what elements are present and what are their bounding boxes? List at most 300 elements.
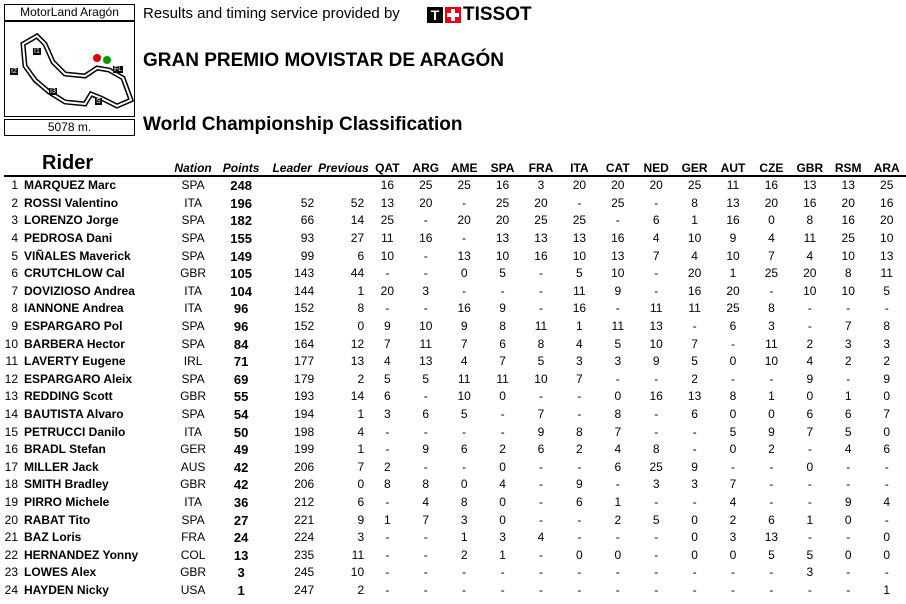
gap-to-previous: 6 [357, 248, 365, 263]
race-points: 1 [691, 213, 698, 228]
race-points: 9 [384, 319, 391, 334]
race-points: 20 [419, 195, 433, 210]
rider-name: ESPARGARO Pol [24, 319, 123, 334]
race-points: 10 [649, 336, 663, 351]
race-points: - [731, 582, 735, 597]
race-points: 16 [457, 301, 471, 316]
race-points: - [577, 459, 582, 474]
race-points: 5 [691, 354, 698, 369]
rider-points: 84 [233, 336, 249, 352]
race-points: 8 [691, 195, 698, 210]
rider-position: 20 [4, 512, 18, 527]
race-points: 5 [422, 371, 430, 386]
race-points: 7 [384, 336, 391, 351]
table-row [4, 406, 906, 424]
race-points: 9 [614, 283, 622, 298]
race-points: 3 [614, 354, 622, 369]
rider-position: 23 [4, 565, 18, 580]
rider-nation: IRL [183, 354, 203, 369]
tissot-logo [427, 4, 532, 26]
race-points: - [423, 459, 428, 474]
race-points: 6 [614, 459, 622, 474]
race-points: 7 [844, 319, 852, 334]
race-points: 7 [652, 248, 660, 263]
race-points: - [538, 547, 543, 562]
race-points: 10 [803, 283, 817, 298]
race-points: - [385, 547, 390, 562]
race-points: 0 [844, 547, 852, 562]
race-points: - [846, 530, 851, 545]
race-points: 1 [768, 389, 775, 404]
race-points: 6 [422, 407, 430, 422]
race-points: 3 [883, 336, 891, 351]
rider-nation: SPA [181, 178, 205, 193]
race-points: 16 [803, 195, 817, 210]
rider-name: SMITH Bradley [24, 477, 109, 492]
race-points: 0 [691, 530, 698, 545]
race-points: 20 [880, 213, 894, 228]
rider-position: 1 [11, 178, 18, 193]
race-points: 4 [537, 530, 545, 545]
race-points: 10 [419, 319, 433, 334]
rider-points: 149 [230, 248, 252, 264]
race-points: 10 [880, 231, 894, 246]
points-header: Points [216, 152, 266, 176]
race-points: - [385, 582, 390, 597]
race-points: 2 [883, 354, 891, 369]
race-points: 13 [534, 231, 548, 246]
gap-to-leader: 179 [294, 371, 315, 386]
race-points: 0 [614, 389, 622, 404]
race-points: 25 [534, 213, 548, 228]
table-row [4, 195, 906, 213]
rider-position: 12 [4, 371, 18, 386]
race-points: 8 [806, 213, 814, 228]
race-points: - [807, 494, 812, 509]
race-points: 9 [422, 442, 430, 457]
race-points: 6 [729, 319, 737, 334]
standings-table [4, 152, 906, 599]
event-title: GRAN PREMIO MOVISTAR DE ARAGÓN [143, 50, 505, 71]
race-points: 1 [844, 389, 852, 404]
track-label-s: S [96, 98, 101, 105]
track-map [4, 21, 135, 117]
race-points: 0 [691, 512, 698, 527]
rider-points: 49 [233, 442, 249, 458]
race-points: 4 [652, 231, 660, 246]
rider-name: LAVERTY Eugene [24, 354, 126, 369]
rider-points: 42 [233, 477, 249, 493]
race-points: - [385, 424, 390, 439]
gap-to-leader: 194 [294, 407, 315, 422]
gap-to-previous: 10 [350, 565, 365, 580]
swiss-cross-icon [445, 7, 461, 23]
race-points: - [654, 424, 659, 439]
race-points: 11 [688, 301, 701, 316]
race-points: 0 [729, 442, 737, 457]
race-header: ITA [560, 152, 598, 176]
race-points: 20 [764, 195, 779, 210]
gap-to-previous: 4 [357, 424, 365, 439]
table-row [4, 353, 906, 371]
rider-name: MILLER Jack [24, 459, 99, 474]
gap-to-previous: 1 [357, 283, 365, 298]
previous-header: Previous [318, 152, 368, 176]
race-points: 4 [691, 248, 698, 263]
rider-position: 21 [4, 530, 18, 545]
race-points: 8 [652, 442, 660, 457]
race-points: 13 [649, 319, 663, 334]
nation-header: Nation [170, 152, 216, 176]
race-points: - [731, 371, 735, 386]
race-points: - [577, 195, 582, 210]
gap-to-leader: 93 [300, 231, 315, 246]
gap-to-leader: 206 [294, 459, 315, 474]
race-points: 8 [883, 319, 891, 334]
race-points: - [423, 301, 428, 316]
gap-to-leader: 198 [294, 424, 315, 439]
race-points: - [692, 494, 697, 509]
race-points: 3 [652, 477, 660, 492]
race-points: 6 [691, 407, 698, 422]
race-points: 2 [576, 442, 583, 457]
table-row [4, 564, 906, 582]
race-points: 5 [614, 336, 622, 351]
race-points: 2 [691, 371, 698, 386]
rider-position: 19 [4, 494, 18, 509]
gap-to-leader: 206 [294, 477, 315, 492]
rider-points: 24 [233, 530, 249, 546]
race-points: - [769, 371, 774, 386]
race-points: 11 [496, 371, 509, 386]
race-points: 5 [729, 424, 737, 439]
rider-position: 6 [11, 266, 18, 281]
race-points: 20 [726, 283, 740, 298]
race-points: - [500, 582, 505, 597]
race-points: 8 [729, 389, 737, 404]
rider-position: 10 [4, 336, 18, 351]
track-label-i3: I3 [50, 88, 56, 95]
table-row [4, 371, 906, 389]
gap-to-previous: 11 [351, 547, 365, 562]
race-points: 2 [729, 512, 737, 527]
race-points: 0 [729, 354, 737, 369]
rider-name: PETRUCCI Danilo [24, 424, 126, 439]
rider-points: 96 [233, 319, 249, 335]
race-points: 2 [460, 547, 468, 562]
rider-position: 3 [11, 213, 18, 228]
rider-points: 71 [233, 354, 249, 370]
race-points: 25 [419, 178, 433, 193]
rider-position: 8 [11, 301, 18, 316]
race-points: 7 [883, 407, 891, 422]
race-points: 0 [691, 547, 698, 562]
race-points: - [692, 319, 697, 334]
race-points: - [423, 565, 428, 580]
rider-points: 3 [237, 565, 245, 581]
table-row [4, 265, 906, 283]
race-points: - [538, 494, 543, 509]
rider-nation: GBR [180, 266, 207, 281]
gap-to-leader: 199 [294, 442, 315, 457]
race-points: 9 [460, 319, 468, 334]
race-points: 8 [844, 266, 852, 281]
race-points: 10 [841, 283, 855, 298]
gap-to-previous: 0 [357, 319, 365, 334]
gap-to-previous: 1 [357, 407, 365, 422]
race-points: - [538, 459, 543, 474]
race-points: - [538, 389, 543, 404]
rider-position: 14 [4, 407, 18, 422]
race-points: - [538, 477, 543, 492]
race-points: 16 [841, 213, 855, 228]
race-points: 2 [806, 336, 814, 351]
race-points: 7 [729, 477, 737, 492]
rider-name: LOWES Alex [24, 565, 97, 580]
race-points: - [807, 530, 812, 545]
race-points: 6 [460, 442, 468, 457]
race-points: 6 [768, 512, 775, 527]
race-points: - [846, 565, 851, 580]
race-header: FRA [522, 152, 560, 176]
rider-nation: GER [180, 442, 207, 457]
race-points: 6 [576, 494, 583, 509]
race-points: 16 [687, 283, 702, 298]
race-points: - [807, 442, 812, 457]
race-points: - [615, 371, 620, 386]
race-points: 16 [534, 248, 548, 263]
race-points: 9 [576, 477, 583, 492]
race-points: - [846, 582, 851, 597]
race-points: 0 [460, 477, 468, 492]
race-points: - [500, 424, 505, 439]
rider-position: 9 [11, 319, 18, 334]
race-points: - [538, 301, 543, 316]
rider-position: 4 [11, 231, 18, 246]
rider-points: 96 [233, 301, 249, 317]
rider-name: REDDING Scott [24, 389, 113, 404]
race-points: 4 [729, 494, 737, 509]
rider-points: 248 [230, 178, 252, 194]
race-points: 16 [419, 231, 433, 246]
race-points: - [423, 582, 428, 597]
table-row [4, 230, 906, 248]
rider-name: ROSSI Valentino [24, 195, 119, 210]
rider-points: 27 [233, 512, 249, 528]
race-points: 4 [614, 442, 622, 457]
race-points: 10 [457, 389, 471, 404]
race-points: 8 [537, 336, 545, 351]
gap-to-previous: 1 [357, 442, 365, 457]
race-points: 13 [495, 231, 510, 246]
race-points: 25 [880, 178, 894, 193]
race-points: - [385, 442, 390, 457]
race-points: - [577, 407, 582, 422]
rider-points: 13 [233, 547, 249, 563]
race-points: - [807, 319, 812, 334]
race-points: 6 [499, 336, 506, 351]
race-points: - [884, 301, 889, 316]
race-points: - [385, 266, 390, 281]
race-points: 3 [460, 512, 468, 527]
race-points: 7 [691, 336, 698, 351]
race-points: - [577, 512, 582, 527]
race-points: 6 [844, 407, 852, 422]
rider-name: IANNONE Andrea [24, 301, 124, 316]
race-points: - [654, 565, 659, 580]
race-points: 7 [460, 336, 468, 351]
gap-to-leader: 152 [294, 301, 315, 316]
race-points: 0 [460, 266, 468, 281]
logo-text: TISSOT [463, 4, 532, 25]
race-points: 4 [806, 248, 814, 263]
rider-nation: SPA [181, 407, 205, 422]
gap-to-previous: 13 [350, 354, 365, 369]
race-points: 9 [537, 424, 545, 439]
rider-nation: FRA [181, 530, 206, 545]
rider-nation: SPA [181, 336, 205, 351]
provider-text: Results and timing service provided by [143, 5, 400, 22]
rider-nation: SPA [181, 231, 205, 246]
rider-nation: USA [180, 582, 206, 597]
race-points: 8 [384, 477, 391, 492]
race-points: 8 [499, 319, 506, 334]
race-points: 10 [534, 371, 548, 386]
table-row [4, 335, 906, 353]
race-points: 20 [803, 266, 817, 281]
rider-points: 50 [233, 424, 249, 440]
race-header: AUT [714, 152, 752, 176]
rider-name: PEDROSA Dani [24, 231, 113, 246]
gap-to-leader: 164 [294, 336, 315, 351]
table-row [4, 212, 906, 230]
leader-header: Leader [266, 152, 318, 176]
race-points: - [769, 582, 774, 597]
race-points: 9 [691, 459, 698, 474]
table-row [4, 582, 906, 600]
race-points: 5 [384, 371, 391, 386]
race-points: 20 [611, 178, 625, 193]
rider-position: 17 [4, 459, 18, 474]
rider-position: 7 [11, 283, 18, 298]
race-points: 4 [806, 354, 814, 369]
gap-to-previous: 6 [357, 494, 365, 509]
rider-points: 196 [230, 195, 252, 211]
race-points: 3 [384, 407, 391, 422]
race-points: 11 [726, 178, 740, 193]
race-points: 16 [649, 389, 663, 404]
race-header: GER [675, 152, 713, 176]
race-points: 13 [803, 178, 817, 193]
race-points: 10 [495, 248, 510, 263]
race-points: 4 [576, 336, 583, 351]
table-row [4, 318, 906, 336]
race-points: 11 [573, 283, 586, 298]
rider-name: HAYDEN Nicky [24, 582, 109, 597]
race-points: 0 [499, 512, 506, 527]
race-points: - [731, 565, 735, 580]
race-points: 0 [729, 547, 737, 562]
race-points: 10 [572, 248, 587, 263]
race-points: - [615, 301, 620, 316]
race-points: 13 [380, 195, 395, 210]
race-points: 25 [495, 195, 510, 210]
race-points: 6 [806, 407, 814, 422]
rider-nation: ITA [184, 424, 202, 439]
gap-to-leader: 247 [294, 582, 315, 597]
race-points: 16 [880, 195, 894, 210]
race-points: - [654, 195, 659, 210]
gap-to-previous: 7 [357, 459, 365, 474]
race-points: 7 [614, 424, 622, 439]
race-points: 11 [381, 231, 394, 246]
gap-to-previous: 12 [350, 336, 365, 351]
rider-nation: SPA [181, 371, 205, 386]
race-points: - [884, 565, 889, 580]
race-points: - [538, 266, 543, 281]
gap-to-leader: 212 [294, 494, 315, 509]
gap-to-previous: 52 [350, 195, 365, 210]
rider-position: 2 [11, 195, 18, 210]
race-points: 2 [844, 354, 852, 369]
race-points: - [423, 547, 428, 562]
race-points: 9 [652, 354, 660, 369]
race-points: 20 [380, 283, 395, 298]
track-label-i2: I2 [11, 68, 17, 75]
race-points: 13 [419, 354, 433, 369]
race-points: 10 [764, 354, 779, 369]
race-points: 25 [572, 213, 587, 228]
rider-nation: SPA [181, 248, 205, 263]
race-points: - [692, 442, 697, 457]
gap-to-previous: 0 [357, 477, 365, 492]
race-points: 10 [380, 248, 395, 263]
rider-name: LORENZO Jorge [24, 213, 119, 228]
race-points: - [423, 530, 428, 545]
race-points: 0 [883, 389, 891, 404]
race-points: 8 [460, 494, 468, 509]
race-points: - [462, 459, 467, 474]
rider-nation: COL [180, 547, 206, 562]
rider-points: 69 [233, 371, 249, 387]
rider-position: 13 [4, 389, 18, 404]
race-points: 20 [687, 266, 702, 281]
rider-nation: GBR [180, 477, 207, 492]
race-points: 11 [611, 319, 625, 334]
race-points: - [462, 231, 467, 246]
race-points: - [769, 459, 774, 474]
rider-name: RABAT Tito [24, 512, 91, 527]
race-points: 9 [499, 301, 506, 316]
race-points: - [807, 477, 812, 492]
table-row [4, 459, 906, 477]
race-points: 8 [422, 477, 430, 492]
race-points: 5 [844, 424, 852, 439]
race-header: CAT [599, 152, 637, 176]
race-points: - [615, 582, 620, 597]
race-points: 5 [499, 266, 506, 281]
rider-points: 36 [233, 494, 249, 510]
race-points: - [385, 301, 390, 316]
race-points: 13 [880, 248, 894, 263]
classification-title: World Championship Classification [143, 114, 463, 135]
gap-to-leader: 235 [294, 547, 315, 562]
race-points: 20 [572, 178, 587, 193]
race-header: QAT [368, 152, 406, 176]
race-points: - [692, 424, 697, 439]
race-points: 16 [495, 178, 510, 193]
race-points: - [884, 459, 889, 474]
